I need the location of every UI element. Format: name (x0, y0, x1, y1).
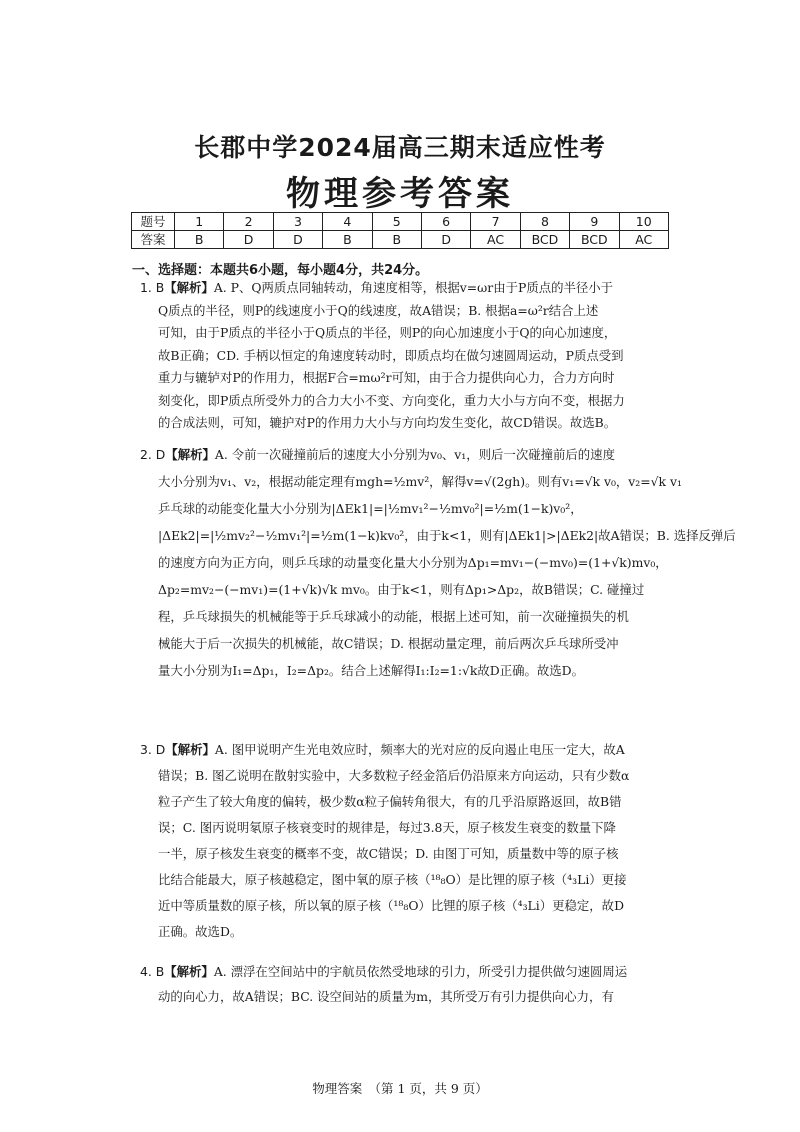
solution-line (140, 603, 666, 630)
solution-text: 误；C. 图丙说明氡原子核衰变时的规律是，每过3.8天，原子核发生衰变的数量下降 (158, 820, 616, 835)
solution-line (140, 919, 666, 945)
question-number: 4 (323, 213, 372, 231)
solution-line (140, 441, 666, 468)
solution-line (140, 300, 666, 323)
row-label-number: 题号 (132, 213, 175, 231)
solution-text: 动的向心力，故A错误；BC. 设空间站的质量为m，其所受万有引力提供向心力，有 (158, 989, 614, 1004)
solution-line (140, 522, 736, 549)
solution-item (140, 277, 666, 435)
solution-line (140, 549, 666, 576)
answer-cell: D (421, 231, 470, 249)
question-number: 9 (570, 213, 619, 231)
solution-text: 械能大于后一次损失的机械能，故C错误；D. 根据动量定理，前后两次乒乓球所受冲 (158, 636, 619, 651)
solution-line (140, 468, 682, 495)
question-number: 10 (619, 213, 668, 231)
solution-text: 一半，原子核发生衰变的概率不变，故C错误；D. 由图丁可知，质量数中等的原子核 (158, 846, 619, 861)
question-number: 5 (372, 213, 421, 231)
solution-line (140, 495, 666, 522)
question-number: 3 (273, 213, 322, 231)
solution-line (140, 657, 666, 684)
solution-text: Q质点的半径，则P的线速度小于Q的线速度，故A错误；B. 根据a=ω²r结合上述 (158, 302, 599, 318)
answer-cell: D (224, 231, 273, 249)
solution-text: 错误；B. 图乙说明在散射实验中，大多数粒子经金箔后仍沿原来方向运动，只有少数α (158, 768, 630, 783)
analysis-tag: 【解析】 (164, 280, 214, 295)
solution-text: 故B正确；CD. 手柄以恒定的角速度转动时，即质点均在做匀速圆周运动，P质点受到 (158, 347, 624, 363)
solution-line (140, 737, 666, 763)
solution-text: 量大小分别为I₁=Δp₁，I₂=Δp₂。结合上述解得I₁:I₂=1:√k故D正确。故选D。 (158, 663, 584, 678)
answer-table (131, 212, 669, 249)
solution-text: 的速度方向为正方向，则乒乓球的动量变化量大小分别为Δp₁=mv₁−(−mv₀)=(1+√k)mv₀， (158, 555, 668, 570)
answer-cell: B (323, 231, 372, 249)
page-footer: 物理答案 （第 1 页，共 9 页） (312, 1081, 488, 1096)
solution-line (140, 390, 666, 413)
solution-text: 程，乒乓球损失的机械能等于乒乓球减小的动能，根据上述可知，前一次碰撞损失的机 (158, 609, 629, 624)
solution-text: |ΔEk2|=|½mv₂²−½mv₁²|=½m(1−k)kv₀²，由于k<1，则有|ΔEk1|>|ΔEk2|故A错误；B. 选择反弹后 (158, 528, 736, 543)
solution-text: 重力与辘轳对P的作用力，根据F合=mω²r可知，由于合力提供向心力，合力方向时 (158, 370, 615, 385)
row-label-answer: 答案 (132, 231, 175, 249)
solution-line (140, 984, 666, 1009)
solution-line (140, 367, 666, 390)
solution-number: 3. D (140, 742, 166, 757)
solution-text: 近中等质量数的原子核，所以氧的原子核（¹⁸₈O）比锂的原子核（⁴₃Li）更稳定，故D (158, 898, 625, 913)
solution-line (140, 322, 666, 345)
solution-number: 1. B (140, 280, 165, 295)
question-number: 8 (520, 213, 569, 231)
solution-text: A. 令前一次碰撞前后的速度大小分别为v₀、v₁，则后一次碰撞前后的速度 (214, 447, 615, 462)
solution-text: A. 漂浮在空间站中的宇航员依然受地球的引力，所受引力提供做匀速圆周运 (213, 964, 628, 979)
solution-text: 正确。故选D。 (158, 924, 243, 939)
answer-cell: D (273, 231, 322, 249)
answer-cell: AC (619, 231, 668, 249)
solution-number: 4. B (140, 964, 165, 979)
solution-item (140, 737, 666, 945)
answer-cell: BCD (570, 231, 619, 249)
answer-cell: BCD (520, 231, 569, 249)
page-subtitle: 物理参考答案 (286, 174, 514, 214)
answer-table-row-answers (132, 231, 669, 249)
question-number: 2 (224, 213, 273, 231)
solution-line (140, 412, 666, 435)
solution-line (140, 841, 666, 867)
solution-text: Δp₂=mv₂−(−mv₁)=(1+√k)√k mv₀。由于k<1，则有Δp₁>Δp₂，故B错误；C. 碰撞过 (158, 582, 645, 597)
answer-cell: B (175, 231, 224, 249)
analysis-tag: 【解析】 (165, 742, 215, 757)
solution-text: 大小分别为v₁、v₂，根据动能定理有mgh=½mv²，解得v=√(2gh)。则有v₁=√k v₀，v₂=√k v₁ (158, 474, 682, 489)
solution-item (140, 959, 666, 1009)
solution-text: 可知，由于P质点的半径小于Q质点的半径，则P的向心加速度小于Q的向心加速度， (158, 325, 617, 340)
section-heading: 一、选择题：本题共6小题，每小题4分，共24分。 (132, 263, 429, 278)
solution-text: A. P、Q两质点同轴转动，角速度相等，根据v=ωr由于P质点的半径小于 (213, 280, 614, 295)
solution-line (140, 789, 666, 815)
answer-cell: AC (471, 231, 520, 249)
solution-line (140, 763, 666, 789)
solution-text: 比结合能最大，原子核越稳定，图中氧的原子核（¹⁸₈O）是比锂的原子核（⁴₃Li）更接 (158, 872, 627, 887)
solution-text: A. 图甲说明产生光电效应时，频率大的光对应的反向遏止电压一定大，故A (214, 742, 625, 757)
question-number: 6 (421, 213, 470, 231)
page-title: 长郡中学2024届高三期末适应性考 (194, 133, 606, 162)
solution-line (140, 630, 666, 657)
solution-line (140, 959, 666, 984)
solution-item (140, 441, 736, 684)
solution-line (140, 277, 666, 300)
question-number: 1 (175, 213, 224, 231)
solution-line (140, 576, 666, 603)
solution-text: 乒乓球的动能变化量大小分别为|ΔEk1|=|½mv₁²−½mv₀²|=½m(1−k)v₀²， (158, 501, 583, 516)
answer-table-row-numbers (132, 213, 669, 231)
solution-line (140, 345, 666, 368)
solution-number: 2. D (140, 447, 166, 462)
analysis-tag: 【解析】 (165, 447, 215, 462)
answer-cell: B (372, 231, 421, 249)
solution-line (140, 893, 666, 919)
solution-text: 刻变化，即P质点所受外力的合力大小不变、方向变化，重力大小与方向不变，根据力 (158, 392, 625, 408)
solution-line (140, 867, 666, 893)
question-number: 7 (471, 213, 520, 231)
analysis-tag: 【解析】 (164, 964, 214, 979)
solution-text: 粒子产生了较大角度的偏转，极少数α粒子偏转角很大，有的几乎沿原路返回，故B错 (158, 794, 622, 809)
solution-text: 的合成法则，可知，辘护对P的作用力大小与方向均发生变化，故CD错误。故选B。 (158, 415, 617, 430)
solution-line (140, 815, 666, 841)
